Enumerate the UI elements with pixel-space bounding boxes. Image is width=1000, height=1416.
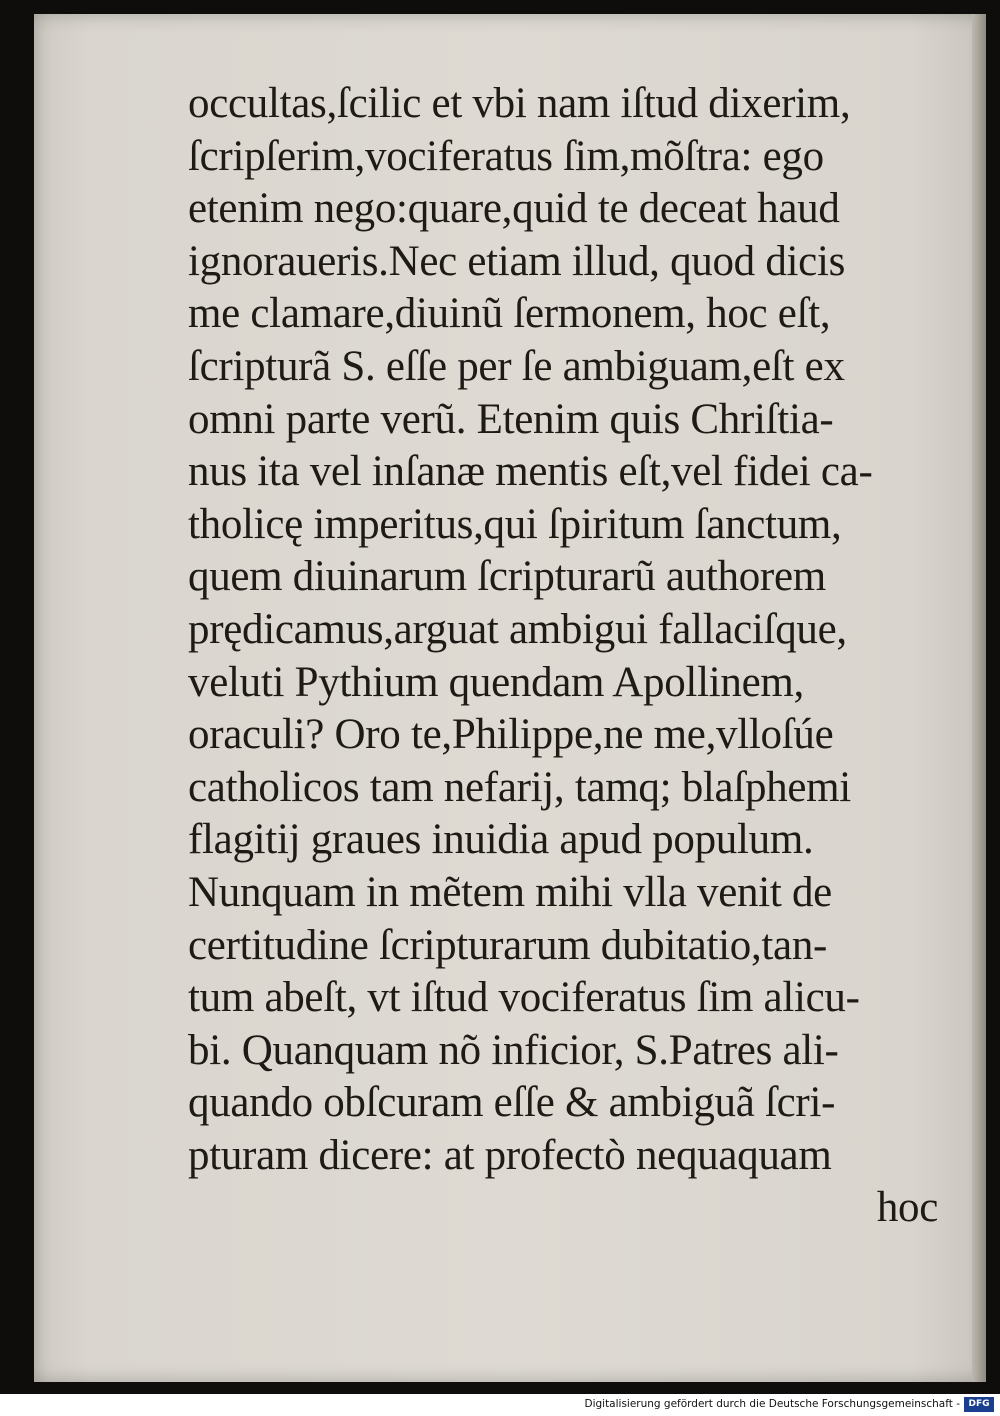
text-line: omni parte verũ. Etenim quis Chriſtia- [188, 395, 834, 443]
dfg-credit: Digitalisierung gefördert durch die Deutsche Forschungsgemeinschaft - [584, 1398, 960, 1410]
text-line: prędicamus,arguat ambigui fallaciſque, [188, 605, 847, 653]
text-line: flagitij graues inuidia apud populum. [188, 816, 814, 864]
text-line: certitudine ſcripturarum dubitatio,tan- [188, 921, 828, 969]
page-edge [972, 14, 986, 1382]
digitization-footer [0, 1394, 1000, 1416]
text-line: pturam dicere: at profectò nequaquam [188, 1131, 832, 1179]
text-line: veluti Pythium quendam Apollinem, [188, 658, 804, 706]
text-line: Nunquam in mẽtem mihi vlla venit de [188, 868, 832, 916]
page-text [188, 78, 948, 1235]
text-line: ſcripturã S. eſſe per ſe ambiguam,eſt ex [188, 342, 845, 390]
text-line: ignoraueris.Nec etiam illud, quod dicis [188, 237, 846, 285]
text-line: oraculi? Oro te,Philippe,ne me,vlloſúe [188, 711, 834, 759]
text-line: catholicos tam nefarij, tamq; blaſphemi [188, 763, 851, 811]
text-line: nus ita vel inſanæ mentis eſt,vel fidei ca- [188, 448, 873, 496]
text-line: me clamare,diuinũ ſermonem, hoc eſt, [188, 290, 831, 338]
dfg-logo-icon: DFG [964, 1397, 994, 1412]
text-line: tholicę imperitus,qui ſpiritum ſanctum, [188, 500, 842, 548]
text-line: bi. Quanquam nõ inficior, S.Patres ali- [188, 1026, 839, 1074]
text-line: etenim nego:quare,quid te deceat haud [188, 185, 840, 233]
text-line: ſcripſerim,vociferatus ſim,mõſtra: ego [188, 132, 824, 180]
text-line: quem diuinarum ſcripturarũ authorem [188, 553, 826, 601]
text-line: occultas,ſcilic et vbi nam iſtud dixerim, [188, 80, 851, 127]
text-line: tum abeſt, vt iſtud vociferatus ſim alicu- [188, 974, 860, 1022]
text-line: quando obſcuram eſſe & ambiguã ſcri- [188, 1079, 836, 1127]
catchword: hoc [876, 1184, 938, 1232]
